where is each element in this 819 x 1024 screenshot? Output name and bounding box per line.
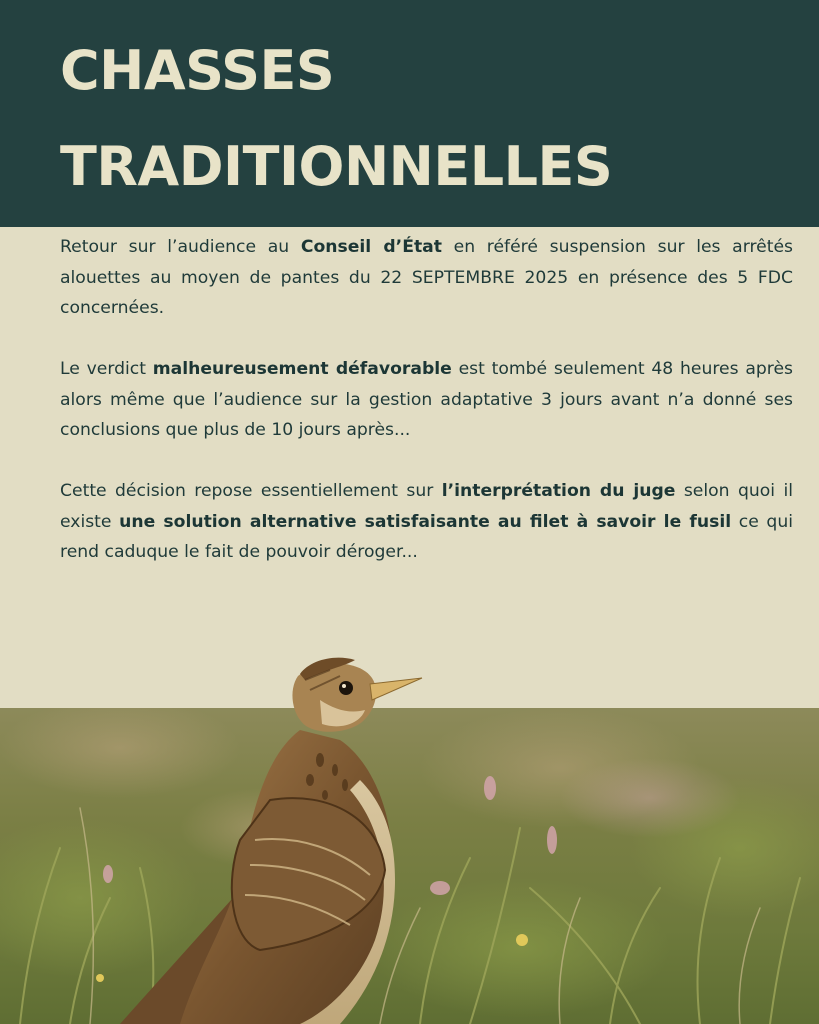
article-body [60,232,793,598]
paragraph-text: en référé suspension sur les arrêtés alouettes au moyen de pantes du 22 SEPTEMBRE 2025 en présence des 5 FDC concernées. [60,237,794,318]
paragraph-3 [60,476,793,568]
page-title-line-2: TRADITIONNELLES [60,135,613,198]
emphasis-alternative: une solution alternative satisfaisante au filet à savoir le fusil [119,511,732,532]
paragraph-text: Retour sur l’audience au [60,237,301,257]
paragraph-text: est tombé seulement 48 heures après alors même que l’audience sur la gestion adaptative 3 jours avant n’a donné ses conclusions que plus de 10 jours après... [60,359,793,440]
paragraph-1 [60,232,793,324]
emphasis-verdict: malheureusement défavorable [152,359,452,379]
paragraph-text: ce qui rend caduque le fait de pouvoir déroger... [60,511,794,562]
paragraph-text: Le verdict [60,359,153,379]
title-banner [0,0,819,227]
skylark-bird [0,640,819,1024]
paragraph-text: selon quoi il existe [60,481,793,532]
paragraph-2 [60,354,793,446]
page-title-line-1: CHASSES [60,39,335,102]
emphasis-interpretation: l’interprétation du juge [441,481,676,501]
emphasis-conseil-etat: Conseil d’État [300,237,442,257]
paragraph-text: Cette décision repose essentiellement sur [60,481,442,501]
